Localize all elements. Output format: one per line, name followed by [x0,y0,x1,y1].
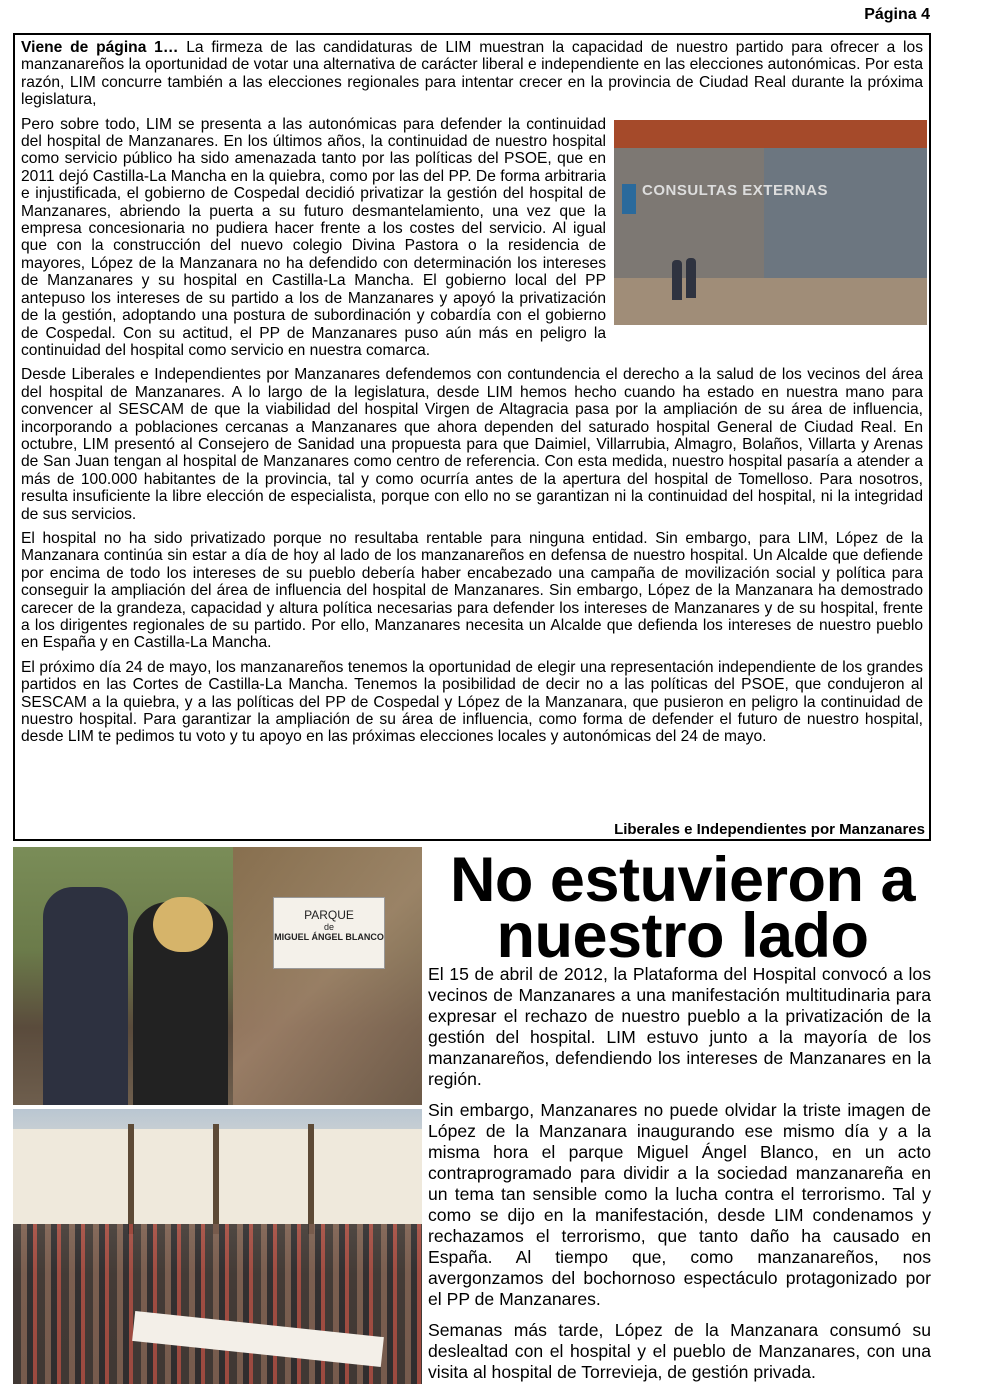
palm-tree [128,1124,134,1234]
main-article-box [13,33,931,841]
continuation-lead: Viene de página 1… [21,39,179,56]
paragraph-1 [21,39,923,109]
page-number: Página 4 [864,6,930,23]
pedestrian-figure [686,258,696,298]
palm-tree [213,1124,219,1234]
side-paragraph-2: Sin embargo, Manzanares no puede olvidar la triste imagen de López de la Manzanara inaugurando ese mismo día y a la misma hora el parque Miguel Ángel Blanco, en un acto contraprogramado para dividir a la sociedad manzanareña en un tema tan sensible como la lucha contra el terrorismo. Tal y como se dijo en la manifestación, desde LIM condenamos y rechazamos el terrorismo, que tanto daño ha causado en España. Al tiempo que, como manzanareños, nos avergonzamos del bochornoso espectáculo protagonizado por el PP de Manzanares. [428,1099,931,1310]
paragraph-3: Desde Liberales e Independientes por Manzanares defendemos con contundencia el derecho a la salud de los vecinos del área del hospital de Manzanares. A lo largo de la legislatura, desde LIM hemos hecho cuando ha estado en nuestra mano para convencer al SESCAM de que la viabilidad del hospital Virgen de Altagracia pasa por la ampliación de su área de influencia, incorporando a poblaciones cercanas a Manzanares que ahora dependen del saturado hospital General de Ciudad Real. En octubre, LIM presentó al Consejero de Sanidad una propuesta para que Daimiel, Villarrubia, Almagro, Bolaños, Villarta y Arenas de San Juan tengan al hospital de Manzanares como centro de referencia. Con esta medida, nuestro hospital pasaría a atender a más de 100.000 habitantes de la provincia, tal y como ocurría antes de la apertura del hospital de Tomelloso. Para nosotros, resulta insuficiente la libre elección de especialista, porque con ello no se garantizan ni la continuidad del hospital, ni la integridad de sus servicios. [21,366,923,523]
headline: No estuvieron a nuestro lado [449,845,916,971]
entrance-canopy [614,120,927,148]
paragraph-1-text: La firmeza de las candidaturas de LIM muestran la capacidad de nuestro partido para ofrecer a los manzanareños la oportunidad de votar una alternativa de carácter liberal e independiente en las elecciones autonómicas. Por esta razón, LIM concurre también a las elecciones regionales para intentar crecer en la provincia de Ciudad Real durante la próxima legislatura, [21,39,923,109]
plaque-line-2: de [323,922,334,932]
side-paragraph-1: El 15 de abril de 2012, la Plataforma del Hospital convocó a los vecinos de Manzanares a una manifestación multitudinaria para expresar el rechazo de nuestro pueblo a la privatización de la gestión del hospital. LIM estuvo junto a la mayoría de los manzanareños, defendiendo los intereses de Manzanares en la región. [428,964,931,1090]
side-paragraph-3: Semanas más tarde, López de la Manzanara consumó su deslealtad con el hospital y el pueblo de Manzanares, con una visita al hospital de Torrevieja, de gestión privada. [428,1319,931,1382]
paragraph-5: El próximo día 24 de mayo, los manzanareños tenemos la oportunidad de elegir una representación independiente de los grandes partidos en las Cortes de Castilla-La Mancha. Tenemos la posibilidad de decir no a las políticas del PSOE, que condujeron al SESCAM a la quiebra, y a las políticas del PP de Cospedal y López de la Manzanara, que pusieron en peligro la continuidad de nuestro hospital. Para garantizar la ampliación de su área de influencia, como forma de defender el futuro de nuestro hospital, desde LIM te pedimos tu voto y tu apoyo en las próximas elecciones locales y autonómicas del 24 de mayo. [21,658,923,746]
palm-tree [308,1124,314,1234]
stone-wall [233,847,422,1105]
paragraph-2: Pero sobre todo, LIM se presenta a las autonómicas para defender la continuidad del hospital de Manzanares. En los últimos años, la continuidad de nuestro hospital como servicio público ha sido amenazada tanto por las políticas del PSOE, que en 2011 dejó Castilla-La Mancha en la quiebra, como por las del PP. De forma arbitraria e injustificada, el gobierno de Cospedal decidió privatizar la gestión del hospital de Manzanares, abriendo la puerta a su futuro desmantelamiento, una vez que la empresa concesionaria no pudiera hacer frente a los costes del servicio. Al igual que con la construcción del nuevo colegio Divina Pastora o la residencia de mayores, López de la Manzanara no ha defendido con determinación los intereses de Manzanares y su hospital en Castilla-La Mancha. El gobierno local del PP antepuso los intereses de su partido a los de Manzanares y apoyó la privatización de la gestión, adoptando una postura de subordinación y cobardía con el gobierno de Cospedal. Con su actitud, el PP de Manzanares puso aún más en peligro la continuidad del hospital como servicio en nuestra comarca. [21,115,606,359]
sidewalk [614,278,927,325]
park-inauguration-photo [13,847,422,1105]
consultas-sign: CONSULTAS EXTERNAS [642,181,828,199]
glass-doors [764,148,927,278]
plaque-line-1: PARQUE [304,908,354,922]
paragraph-4: El hospital no ha sido privatizado porque no resultaba rentable para ninguna entidad. Sin embargo, para LIM, López de la Manzanara continúa sin estar a día de hoy al lado de los manzanareños en defensa de nuestro hospital. Un Alcalde que defiende por encima de todo los intereses de su pueblo debería haber encabezado una campaña de movilización social y política para conseguir la ampliación del área de influencia del hospital de Manzanares. Sin embargo, López de la Manzanara ha demostrado carecer de la grandeza, capacidad y altura política necesarias para defender los intereses de Manzanares y de su hospital, frente a los dirigentes regionales de su partido. Por ello, Manzanares necesita un Alcalde que defienda los intereses de nuestro pueblo en España y en Castilla-La Mancha. [21,529,923,652]
woman-hair [153,897,213,952]
hospital-logo-icon [622,184,636,214]
pedestrian-figure [672,260,682,300]
side-article [428,964,931,1392]
demonstration-photo [13,1109,422,1384]
hospital-photo [614,120,927,325]
plaque-line-3: MIGUEL ÁNGEL BLANCO [274,932,384,942]
signature: Liberales e Independientes por Manzanares [614,821,925,838]
park-plaque [273,897,385,969]
man-figure [43,887,128,1105]
